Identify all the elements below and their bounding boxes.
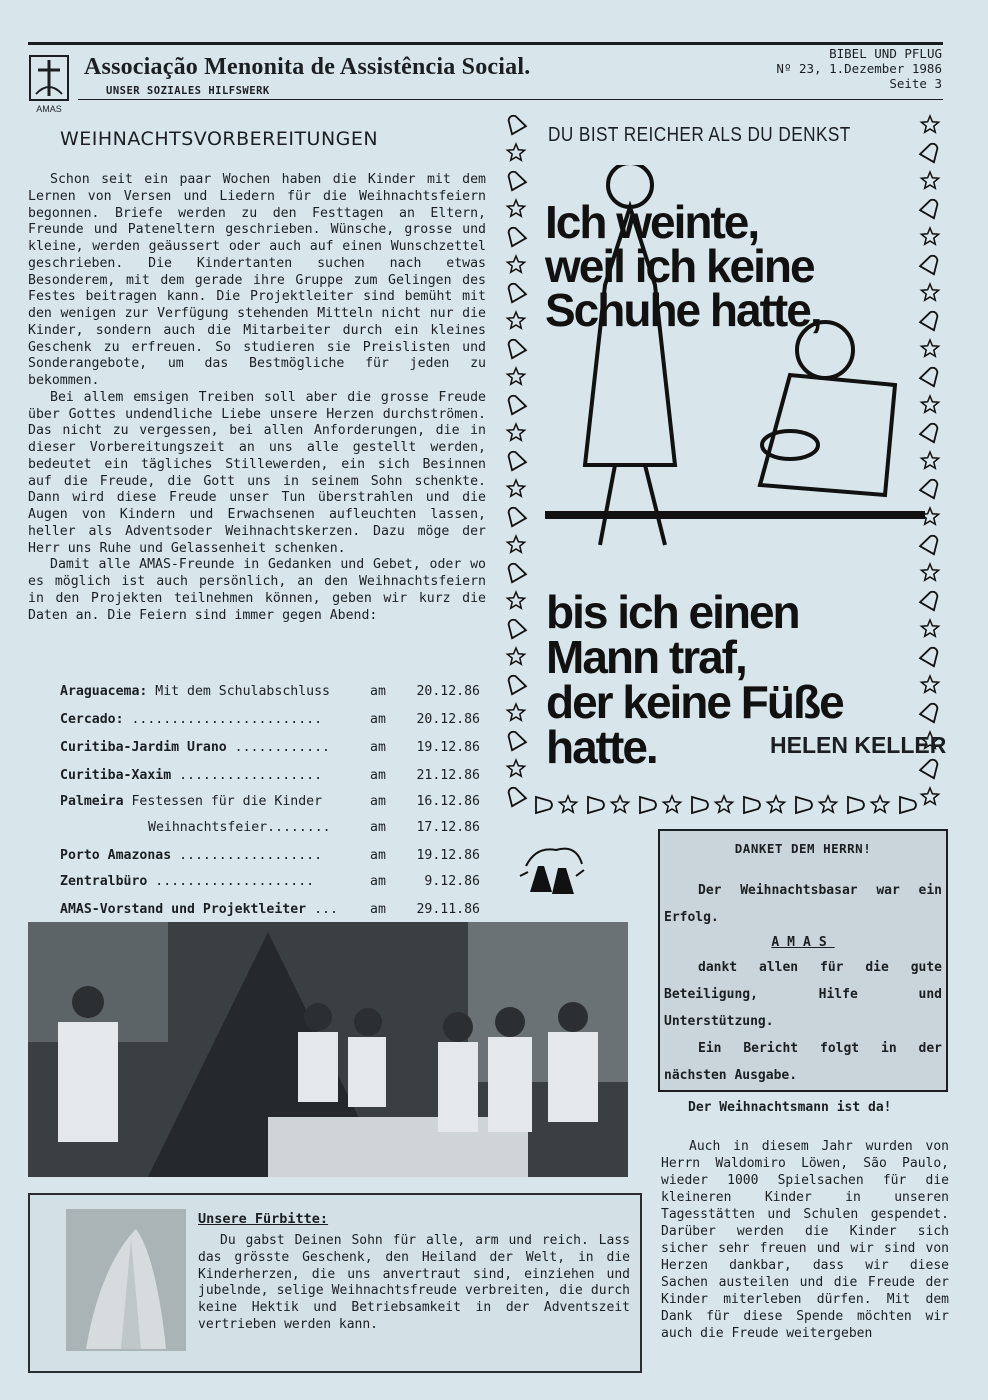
border-star	[507, 256, 524, 272]
border-bell	[504, 672, 526, 694]
article-paragraph: Damit alle AMAS-Freunde in Gedanken und Gebet, oder wo es möglich ist auch persönlich, an den Weihnachtsfeiern in den Projekten teilnehmen können, geben wir kurz die Daten an. Die Feiern sind immer gegen Abend:	[28, 557, 486, 623]
border-bell	[900, 797, 916, 813]
quote-illustration	[545, 165, 925, 565]
date-am: am	[370, 768, 386, 783]
date-row	[60, 874, 480, 892]
date-place: Araguacema: Mit dem Schulabschluss	[60, 684, 330, 699]
quote-line: Ich weinte,	[545, 196, 759, 248]
border-bell	[504, 784, 526, 806]
border-star	[507, 592, 524, 608]
border-star	[715, 796, 732, 812]
masthead-bottom-rule	[78, 99, 943, 100]
date-value: 21.12.86	[416, 768, 480, 783]
quote-line: hatte.	[546, 721, 657, 773]
date-value: 16.12.86	[416, 794, 480, 809]
border-star	[507, 144, 524, 160]
border-bell	[744, 797, 760, 813]
border-star	[611, 796, 628, 812]
date-place: Porto Amazonas ..................	[60, 848, 323, 863]
quote-author: HELEN KELLER	[770, 732, 947, 758]
border-bell	[692, 797, 708, 813]
border-star	[921, 116, 938, 132]
border-star	[507, 312, 524, 328]
border-bell	[504, 280, 526, 302]
quote-heading: DU BIST REICHER ALS DU DENKST	[548, 124, 851, 146]
christmas-celebration-photo	[28, 922, 628, 1177]
article-paragraph: Schon seit ein paar Wochen haben die Kinder mit dem Lernen von Versen und Liedern für die Weihnachtsfeiern begonnen. Briefe werden zu den Festtagen an Eltern, Freunde und Pateneltern geschrieben. Wünsche, grosse und kleine, werden geäussert oder auch auf einen Wunschzettel geschrieben. Die Kindertanten suchen nach etwas Besonderem, mit dem gerade ihre Gruppe zum Gelingen des Festes beitragen kann. Die Projektleiter sind bemüht mit den wenigen zur Verfügung stehenden Mitteln nicht nur die Kinder, sondern auch die Mitarbeiter durch ein kleines Geschenk zu erfreuen. So studieren sie Preislisten und Sonderangebote, um das Bestmögliche für jeden zu bekommen.	[28, 172, 486, 388]
border-bell	[920, 140, 942, 162]
border-star	[507, 200, 524, 216]
thanks-text-2: dankt allen für die gute Beteiligung, Hilfe und Unterstützung.	[664, 960, 942, 1029]
date-row	[60, 794, 480, 812]
christmas-bells-ornament	[516, 836, 586, 902]
quote-line: Mann traf,	[546, 631, 746, 683]
quote-line: Schuhe hatte,	[545, 284, 821, 336]
date-value: 29.11.86	[416, 902, 480, 917]
date-value: 9.12.86	[424, 874, 480, 889]
border-star	[663, 796, 680, 812]
amas-logo	[28, 50, 70, 116]
date-am: am	[370, 712, 386, 727]
date-am: am	[370, 820, 386, 835]
page-number: Seite 3	[889, 76, 942, 91]
border-bell	[848, 797, 864, 813]
thanks-text-3: Ein Bericht folgt in der nächsten Ausgabe.	[664, 1041, 942, 1083]
border-star	[871, 796, 888, 812]
masthead-top-rule	[28, 42, 943, 45]
thanks-text-1: Der Weihnachtsbasar war ein Erfolg.	[664, 883, 942, 925]
border-star	[559, 796, 576, 812]
border-star	[507, 648, 524, 664]
quote-line: bis ich einen	[546, 586, 799, 638]
date-row	[60, 820, 480, 838]
border-bell	[504, 168, 526, 190]
date-value: 19.12.86	[416, 740, 480, 755]
border-bell	[504, 560, 526, 582]
masthead-info	[776, 46, 942, 91]
thanks-text	[664, 877, 942, 1089]
thanks-box	[658, 829, 948, 1092]
date-value: 19.12.86	[416, 848, 480, 863]
border-star	[819, 796, 836, 812]
border-bell	[504, 616, 526, 638]
border-star	[507, 424, 524, 440]
border-star	[921, 676, 938, 692]
date-row	[60, 768, 480, 786]
quote-line: weil ich keine	[545, 240, 814, 292]
date-am: am	[370, 874, 386, 889]
article-body	[28, 172, 486, 624]
date-value: 17.12.86	[416, 820, 480, 835]
border-bell	[920, 644, 942, 666]
santa-title: Der Weihnachtsmann ist da!	[688, 1100, 892, 1115]
prayer-text: Du gabst Deinen Sohn für alle, arm und reich. Lass das grösste Geschenk, den Heiland der Welt, in die Kinderherzen, die uns anvertraut sind, einziehen und jubelnde, selige Weihnachtsfreude verbreiten, die durch keine Hektik und Betriebsamkeit in der Adventszeit vertrieben werden kann.	[198, 1233, 630, 1332]
date-place: Curitiba-Jardim Urano ............	[60, 740, 330, 755]
issue-line: Nº 23, 1.Dezember 1986	[776, 61, 942, 76]
border-star	[921, 564, 938, 580]
border-bell	[504, 728, 526, 750]
date-place: Curitiba-Xaxim ..................	[60, 768, 323, 783]
date-place: Zentralbüro ....................	[60, 874, 315, 889]
date-value: 20.12.86	[416, 712, 480, 727]
border-bell	[920, 700, 942, 722]
date-am: am	[370, 902, 386, 917]
border-bell	[796, 797, 812, 813]
date-am: am	[370, 848, 386, 863]
santa-text: Auch in diesem Jahr wurden von Herrn Waldomiro Löwen, São Paulo, wieder 1000 Spielsachen für die kleineren Kinder in unseren Tagesstätten und Schulen gespendet. Darüber werden die Kinder sich sicher sehr freuen und wir sind von Herzen dankbar, dass wir diese Sachen austeilen und die Freude der Kinder miterleben dürfen. Mit dem Dank für diese Spende möchten wir auch die Freude weitergeben	[661, 1139, 949, 1341]
date-place: Cercado: ........................	[60, 712, 323, 727]
prayer-title: Unsere Fürbitte:	[198, 1211, 329, 1227]
border-star	[507, 368, 524, 384]
date-am: am	[370, 740, 386, 755]
border-bell	[920, 756, 942, 778]
border-bell	[504, 448, 526, 470]
prayer-box	[28, 1193, 642, 1373]
thanks-amas: AMAS	[771, 935, 835, 950]
praying-hands-photo	[66, 1209, 186, 1351]
border-star	[507, 536, 524, 552]
date-am: am	[370, 684, 386, 699]
border-bell	[504, 392, 526, 414]
article-headline: WEIHNACHTSVORBEREITUNGEN	[60, 128, 379, 150]
border-star	[507, 480, 524, 496]
org-subtitle: UNSER SOZIALES HILFSWERK	[106, 85, 270, 97]
thanks-title: DANKET DEM HERRN!	[734, 841, 872, 856]
border-star	[507, 760, 524, 776]
border-bell	[504, 336, 526, 358]
date-row	[60, 902, 480, 920]
border-star	[507, 704, 524, 720]
border-star	[767, 796, 784, 812]
border-bell	[588, 797, 604, 813]
date-place: Weihnachtsfeier........	[148, 820, 331, 835]
border-bell	[504, 504, 526, 526]
border-bell	[504, 113, 526, 134]
article-paragraph: Bei allem emsigen Treiben soll aber die grosse Freude über Gottes undendliche Liebe unsere Herzen durchströmen. Das nicht zu vergessen, bei allen Anforderungen, die in dieser Vorbereitungszeit an uns alle gestellt werden, bedeutet ein tägliches Stillewerden, ein sich Besinnen auf die Freude, die Gott uns in seinem Sohn schenkte. Dann wird diese Freude unser Tun überstrahlen und die Augen von Kindern und Erwachsenen aufleuchten lassen, heller als Adventsoder Weihnachtskerzen. Dazu möge der Herr uns Ruhe und Gelassenheit schenken.	[28, 389, 486, 556]
border-bell	[920, 588, 942, 610]
date-value: 20.12.86	[416, 684, 480, 699]
border-bell	[504, 224, 526, 246]
org-name: Associação Menonita de Assistência Social.	[84, 54, 531, 80]
quote-line: der keine Füße	[546, 676, 843, 728]
publication-name: BIBEL UND PFLUG	[829, 46, 942, 61]
date-am: am	[370, 794, 386, 809]
date-row	[60, 848, 480, 866]
date-row	[60, 740, 480, 758]
date-place: Palmeira Festessen für die Kinder	[60, 794, 323, 809]
logo-text: AMAS	[36, 104, 62, 114]
date-place: AMAS-Vorstand und Projektleiter ...	[60, 902, 338, 917]
border-bell	[536, 797, 552, 813]
border-star	[921, 788, 938, 804]
date-row	[60, 684, 480, 702]
date-row	[60, 712, 480, 730]
border-bell	[640, 797, 656, 813]
border-star	[921, 620, 938, 636]
